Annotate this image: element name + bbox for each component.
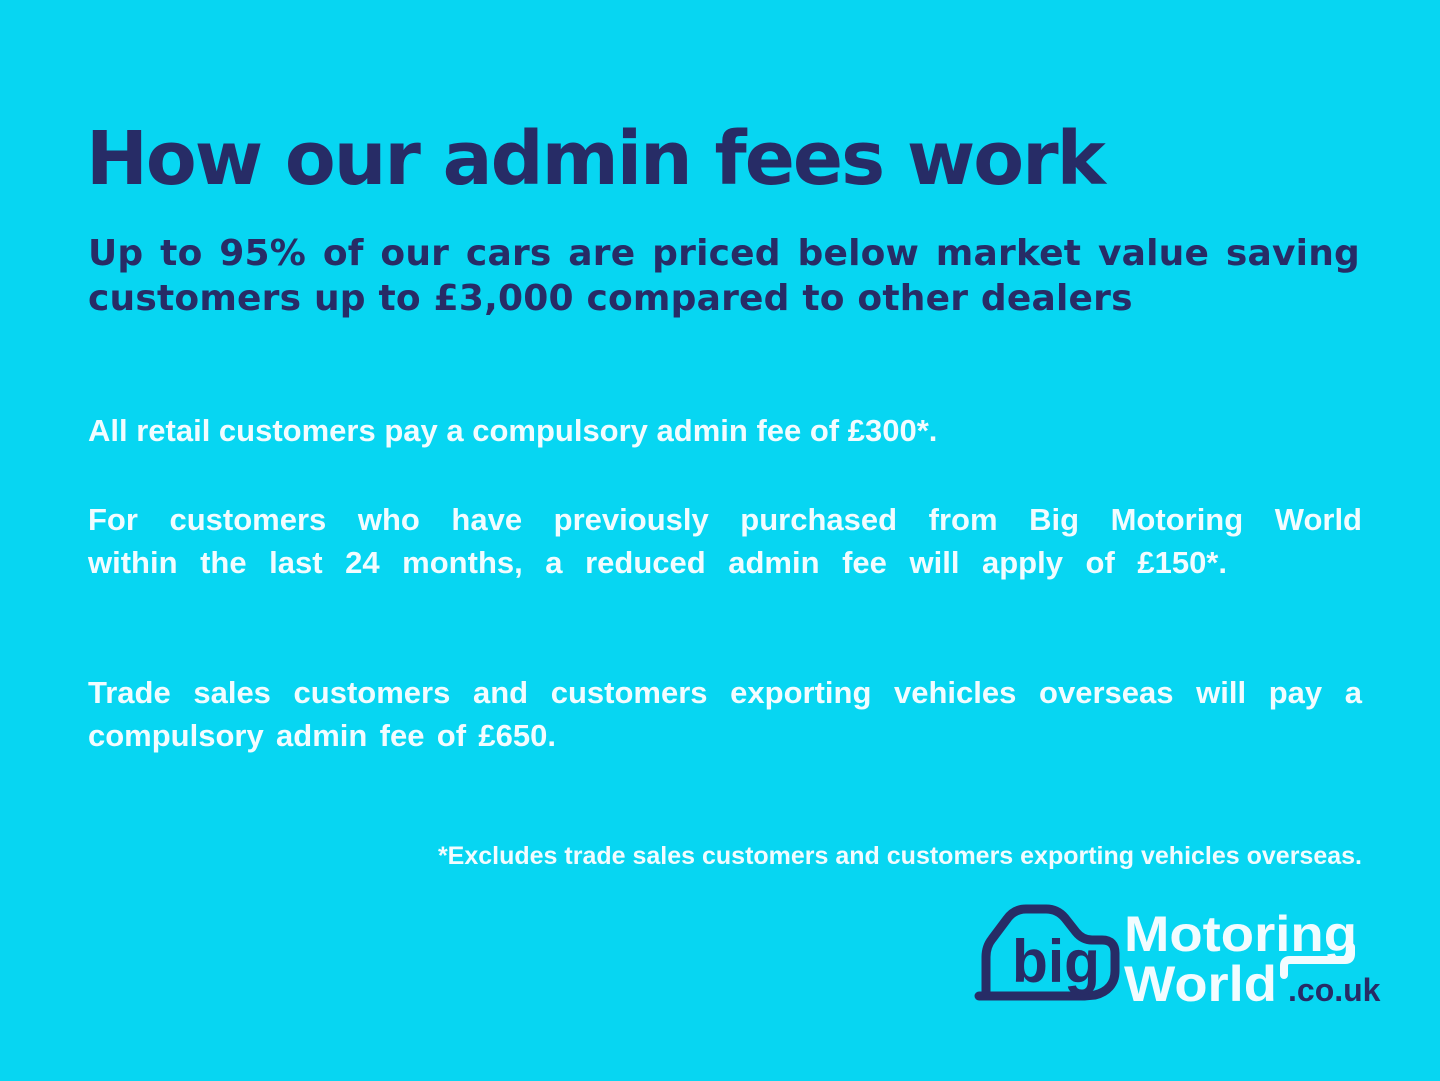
page-title: How our admin fees work [86,116,1104,202]
returning-customer-fee-paragraph: For customers who have previously purchased from Big Motoring World within the last 24 months, a reduced admin fee will apply of £150*. [88,502,1362,580]
brand-logo [972,893,1392,1023]
brand-name-world: World [1124,956,1277,1012]
big-wordmark: big [1012,928,1100,995]
brand-name-motoring: Motoring [1124,906,1357,962]
subheading-market-value: Up to 95% of our cars are priced below market value saving customers up to £3,000 compared to other dealers [88,233,1360,319]
footnote-exclusions: *Excludes trade sales customers and customers exporting vehicles overseas. [437,842,1362,870]
retail-fee-paragraph: All retail customers pay a compulsory admin fee of £300*. [88,413,938,448]
trade-export-fee-paragraph: Trade sales customers and customers exporting vehicles overseas will pay a compulsory admin fee of £650. [88,675,1362,753]
domain-suffix: .co.uk [1288,972,1381,1008]
